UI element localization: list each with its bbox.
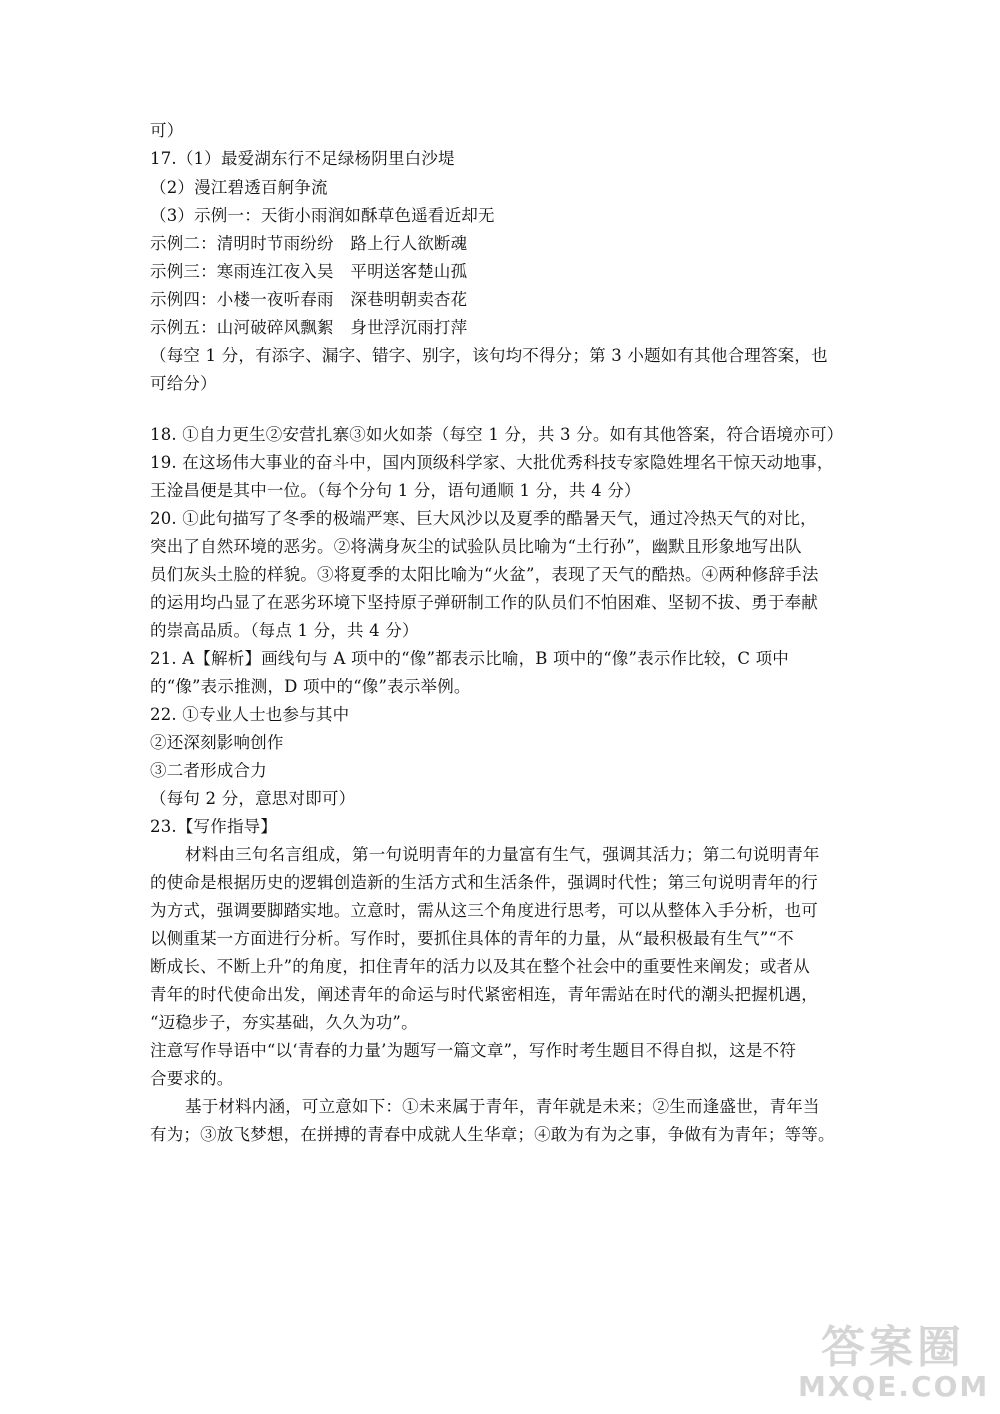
- text-line: 17.（1）最爱湖东行不足绿杨阴里白沙堤: [150, 149, 455, 168]
- text-line: 21. A【解析】画线句与 A 项中的“像”都表示比喻，B 项中的“像”表示作比较，C 项中: [150, 649, 789, 668]
- text-line: 青年的时代使命出发，阐述青年的命运与时代紧密相连，青年需站在时代的潮头把握机遇，: [150, 985, 818, 1004]
- text-line: 突出了自然环境的恶劣。②将满身灰尘的试验队员比喻为“土行孙”，幽默且形象地写出队: [150, 537, 802, 556]
- text-line: 为方式，强调要脚踏实地。立意时，需从这三个角度进行思考，可以从整体入手分析，也可: [150, 901, 818, 920]
- text-line: 18. ①自力更生②安营扎寨③如火如荼（每空 1 分，共 3 分。如有其他答案，符合语境亦可）: [150, 425, 844, 444]
- text-line: （每句 2 分，意思对即可）: [150, 789, 356, 808]
- text-line: （2）漫江碧透百舸争流: [150, 178, 328, 197]
- watermark-bottom-text: MXQE.COM: [798, 1370, 990, 1403]
- text-line: 基于材料内涵，可立意如下：①未来属于青年，青年就是未来；②生而逢盛世，青年当: [185, 1097, 820, 1116]
- text-line: 注意写作导语中“以‘青春的力量’为题写一篇文章”，写作时考生题目不得自拟，这是不符: [150, 1041, 797, 1060]
- text-line: 19. 在这场伟大事业的奋斗中，国内顶级科学家、大批优秀科技专家隐姓埋名干惊天动地事，: [150, 453, 834, 472]
- text-line: 员们灰头土脸的样貌。③将夏季的太阳比喻为“火盆”，表现了天气的酷热。④两种修辞手法: [150, 565, 819, 584]
- text-line: 合要求的。: [150, 1069, 234, 1088]
- text-line: 示例二：清明时节雨纷纷 路上行人欲断魂: [150, 234, 468, 253]
- text-line: 以侧重某一方面进行分析。写作时，要抓住具体的青年的力量，从“最积极最有生气”“不: [150, 929, 794, 948]
- text-line: 示例四：小楼一夜听春雨 深巷明朝卖杏花: [150, 290, 468, 309]
- text-line: 王淦昌便是其中一位。（每个分句 1 分，语句通顺 1 分，共 4 分）: [150, 481, 641, 500]
- text-line: 可）: [150, 121, 184, 140]
- text-line: （每空 1 分，有添字、漏字、错字、别字，该句均不得分；第 3 小题如有其他合理答案，也: [150, 346, 828, 365]
- text-line: ③二者形成合力: [150, 761, 267, 780]
- text-line: 的使命是根据历史的逻辑创造新的生活方式和生活条件，强调时代性；第三句说明青年的行: [150, 873, 818, 892]
- text-line: 示例三：寒雨连江夜入吴 平明送客楚山孤: [150, 262, 468, 281]
- text-line: 材料由三句名言组成，第一句说明青年的力量富有生气，强调其活力；第二句说明青年: [185, 845, 820, 864]
- text-line: 的崇高品质。（每点 1 分，共 4 分）: [150, 621, 419, 640]
- text-line: ②还深刻影响创作: [150, 733, 284, 752]
- text-line: “迈稳步子，夯实基础，久久为功”。: [150, 1013, 418, 1032]
- text-line: 可给分）: [150, 374, 217, 393]
- text-line: （3）示例一：天街小雨润如酥草色遥看近却无: [150, 206, 495, 225]
- text-line: 有为；③放飞梦想，在拼搏的青春中成就人生华章；④敢为有为之事，争做有为青年；等等。: [150, 1125, 835, 1144]
- watermark-logo: [798, 1324, 988, 1406]
- text-line: 的“像”表示推测，D 项中的“像”表示举例。: [150, 677, 471, 696]
- text-line: 示例五：山河破碎风飘絮 身世浮沉雨打萍: [150, 318, 468, 337]
- text-line: 23.【写作指导】: [150, 817, 278, 836]
- text-line: 断成长、不断上升”的角度，扣住青年的活力以及其在整个社会中的重要性来阐发；或者从: [150, 957, 810, 976]
- text-line: 20. ①此句描写了冬季的极端严寒、巨大风沙以及夏季的酷暑天气，通过冷热天气的对比，: [150, 509, 817, 528]
- text-line: 22. ①专业人士也参与其中: [150, 705, 350, 724]
- text-line: 的运用均凸显了在恶劣环境下坚持原子弹研制工作的队员们不怕困难、坚韧不拔、勇于奉献: [150, 593, 818, 612]
- watermark-top-text: 答案圈: [821, 1322, 965, 1373]
